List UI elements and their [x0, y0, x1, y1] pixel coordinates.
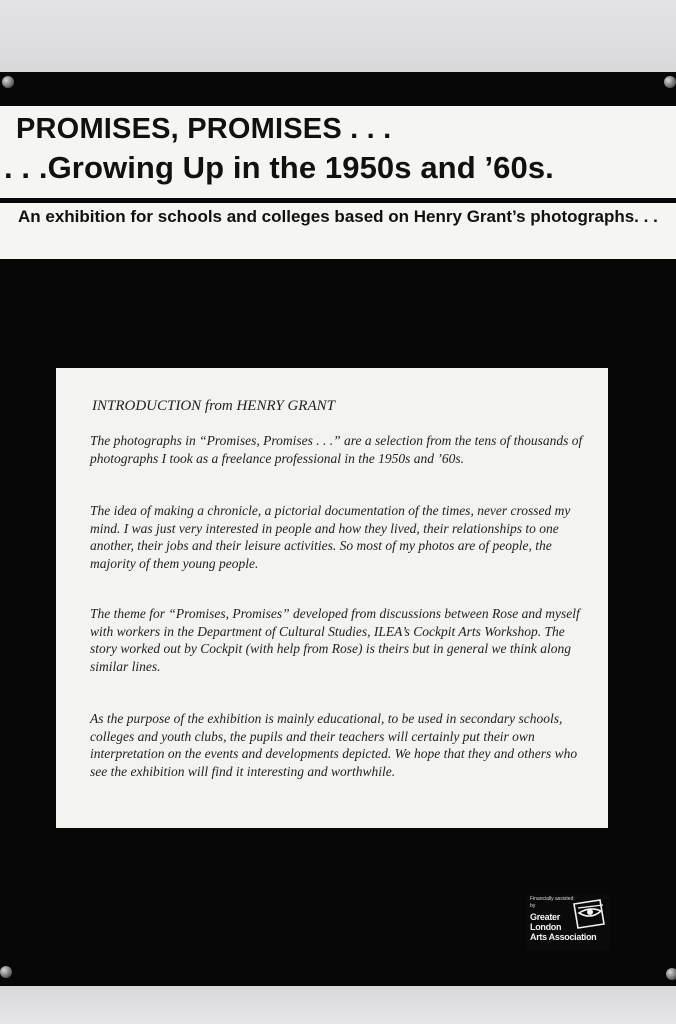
introduction-paragraph: The photographs in “Promises, Promises . . .” are a selection from the tens of thousands of photographs I took as a freelance professional in the 1950s and ’60s.: [90, 433, 583, 466]
pin-icon: [0, 966, 12, 978]
sponsor-name-line-2: London: [530, 922, 562, 932]
sponsor-name-line-1: Greater: [530, 912, 560, 922]
introduction-paragraph: The idea of making a chronicle, a pictorial documentation of the times, never crossed my mind. I was just very interested in people and how they lived, their relationships to one another, their jobs and their leisure activities. So most of my photos are of people, the majority of them young people.: [90, 503, 571, 571]
exhibit-title-line-1: PROMISES, PROMISES . . .: [16, 113, 392, 145]
wall-top: [0, 0, 676, 72]
introduction-paragraph: As the purpose of the exhibition is mainly educational, to be used in secondary schools, colleges and youth clubs, the pupils and their teachers will certainly put their own interpretation on the events and developments depicted. We hope that they and others who see the exhibition will find it interesting and worthwhile.: [90, 711, 578, 779]
pin-icon: [664, 76, 676, 88]
sponsor-by-text: by: [530, 903, 536, 909]
sponsor-name-line-3: Arts Association: [530, 932, 597, 942]
exhibit-subtitle: An exhibition for schools and colleges based on Henry Grant’s photographs. . .: [18, 207, 658, 226]
introduction-paragraph: The theme for “Promises, Promises” developed from discussions between Rose and myself with workers in the Department of Cultural Studies, ILEA’s Cockpit Arts Workshop. The story worked out by Cockpit (with help from Rose) is theirs but in general we think along similar lines.: [90, 606, 580, 674]
wall-bottom: [0, 986, 676, 1024]
eye-icon: [570, 898, 608, 932]
pin-icon: [666, 968, 676, 980]
introduction-heading: INTRODUCTION from HENRY GRANT: [92, 398, 335, 414]
exhibit-title-line-2: . . .Growing Up in the 1950s and ’60s.: [4, 150, 554, 185]
pin-icon: [2, 76, 14, 88]
sponsor-assisted-text: Financially assisted: [530, 896, 574, 902]
